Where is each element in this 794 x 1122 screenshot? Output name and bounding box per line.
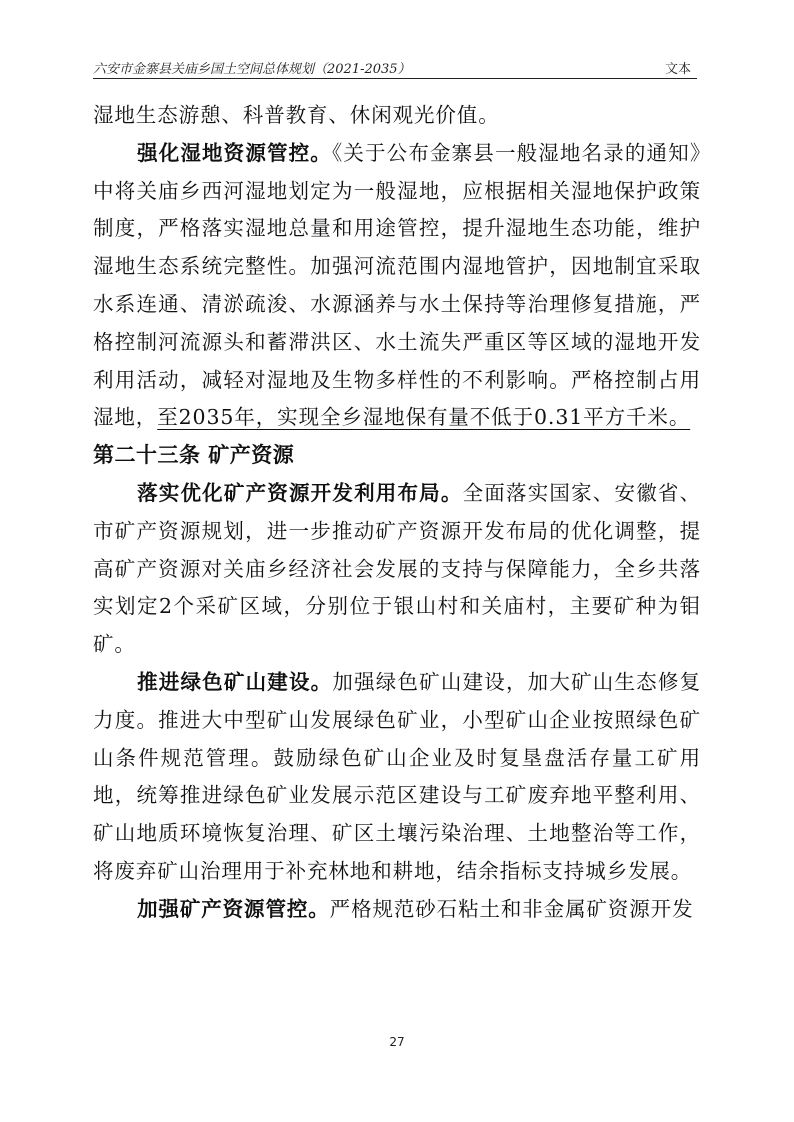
paragraph-text: 严格规范砂石粘土和非金属矿资源开发 [329,896,694,921]
document-body [93,97,701,929]
paragraph-lead: 强化湿地资源管控。 [137,140,332,165]
paragraph-mineral-layout [93,475,701,664]
paragraph-lead: 落实优化矿产资源开发利用布局。 [137,480,463,505]
paragraph-wetland-control [93,135,701,437]
document-type-label: 文本 [664,62,691,77]
document-title: 六安市金寨县关庙乡国土空间总体规划（2021-2035） [93,62,411,77]
page-header [93,56,697,79]
underlined-target-text: 至2035年，实现全乡湿地保有量不低于0.31平方千米。 [157,405,691,430]
paragraph-mineral-control [93,891,701,929]
paragraph-text: 加强绿色矿山建设，加大矿山生态修复力度。推进大中型矿山发展绿色矿业，小型矿山企业按照绿色矿山条件规范管理。鼓励绿色矿山企业及时复垦盘活存量工矿用地，统筹推进绿色矿业发展示范区建设与工矿废弃地平整利用、矿山地质环境恢复治理、矿区土壤污染治理、土地整治等工作，将废弃矿山治理用于补充林地和耕地，结余指标支持城乡发展。 [93,669,701,883]
paragraph-lead: 推进绿色矿山建设。 [137,669,333,694]
paragraph-wetland-value-continuation [93,97,701,135]
paragraph-lead: 加强矿产资源管控。 [137,896,330,921]
paragraph-text: 湿地生态游憩、科普教育、休闲观光价值。 [93,103,500,127]
paragraph-text: 《关于公布金寨县一般湿地名录的通知》中将关庙乡西河湿地划定为一般湿地，应根据相关湿地保护政策制度，严格落实湿地总量和用途管控，提升湿地生态功能，维护湿地生态系统完整性。加强河流范围内湿地管护，因地制宜采取水系连通、清淤疏浚、水源涵养与水土保持等治理修复措施，严格控制河流源头和蓄滞洪区、水土流失严重区等区域的湿地开发利用活动，减轻对湿地及生物多样性的不利影响。严格控制占用湿地， [93,140,701,430]
section-heading: 第二十三条 矿产资源 [93,443,295,468]
page-number: 27 [389,1035,405,1049]
paragraph-text: 全面落实国家、安徽省、市矿产资源规划，进一步推动矿产资源开发布局的优化调整，提高矿产资源对关庙乡经济社会发展的支持与保障能力，全乡共落实划定2个采矿区域，分别位于银山村和关庙村，主要矿种为钼矿。 [93,480,702,657]
paragraph-green-mining [93,664,701,891]
